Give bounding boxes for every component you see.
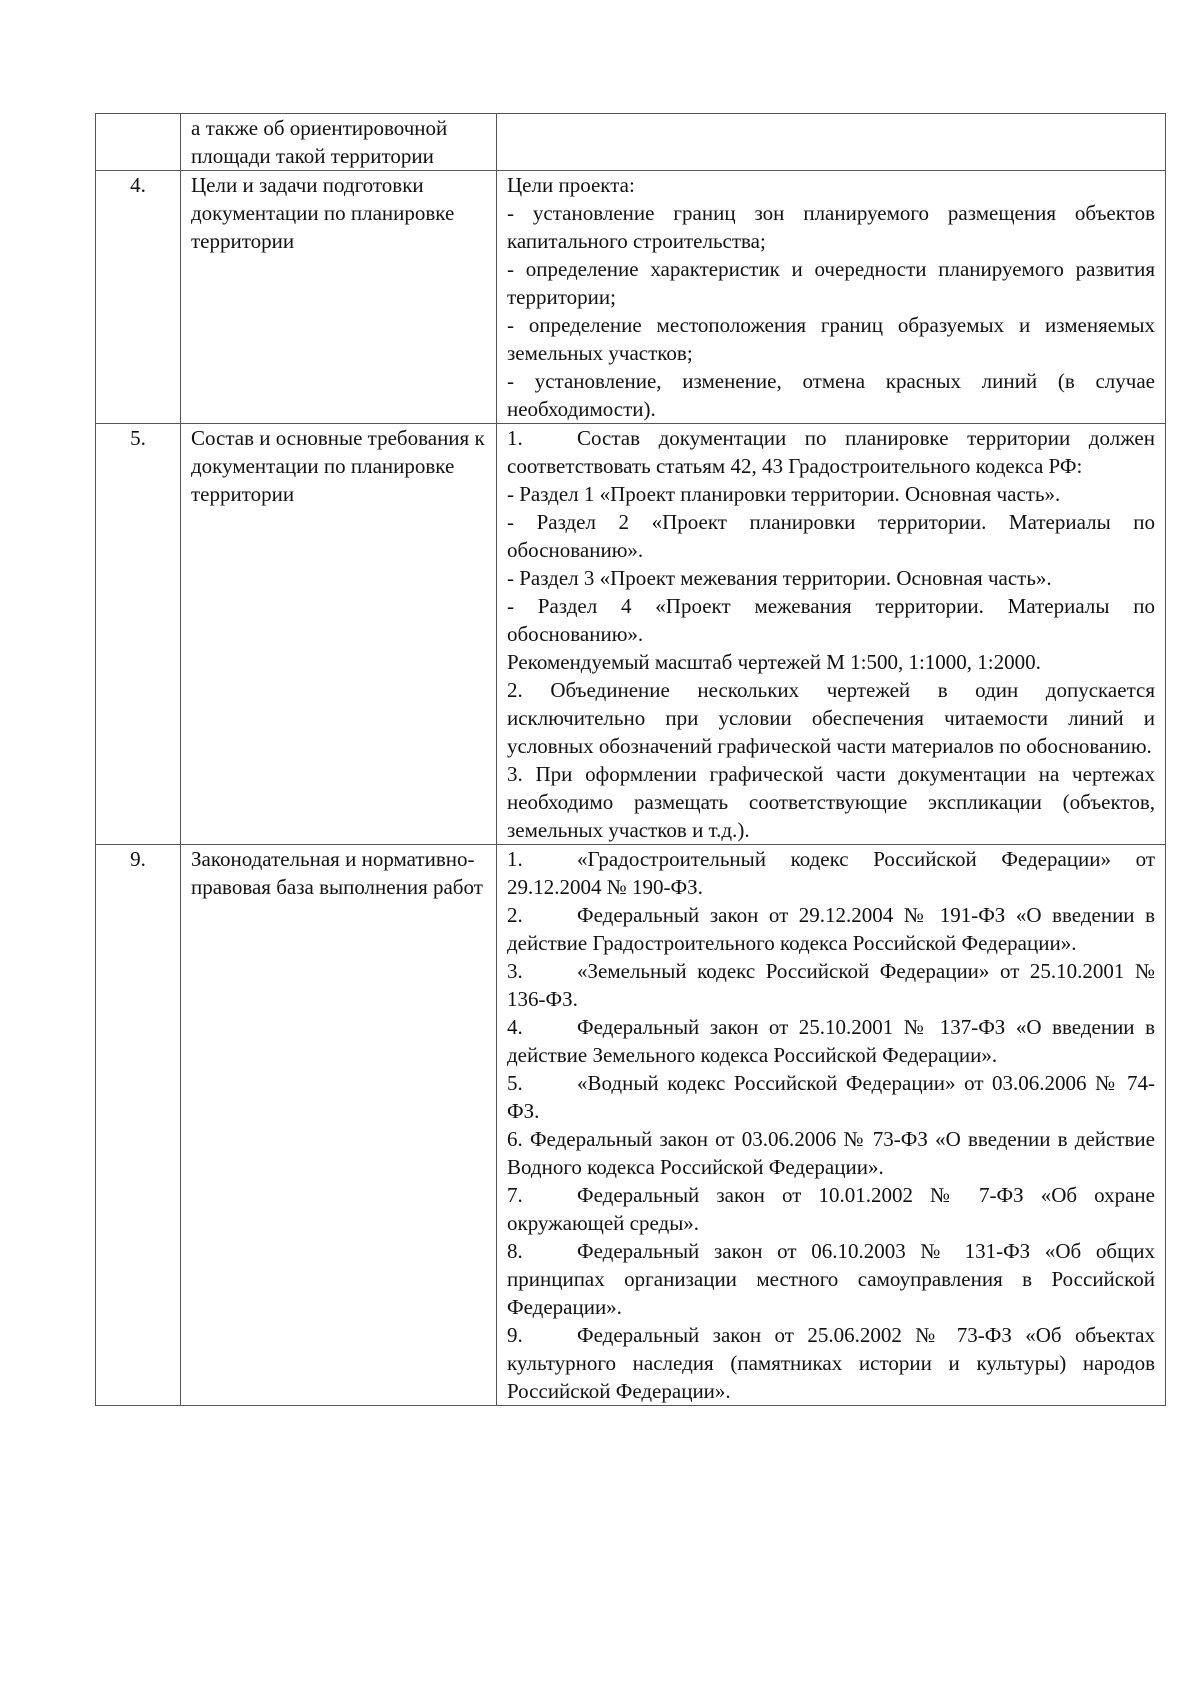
list-number: 1.: [507, 426, 523, 450]
row-number: 9.: [96, 845, 181, 1406]
paragraph: - Раздел 1 «Проект планировки территории. Основная часть».: [507, 482, 1061, 506]
row-number: 5.: [96, 424, 181, 845]
paragraph: 2. Федеральный закон от 29.12.2004 № 191-ФЗ «О введении в действие Градостроительного кодекса Российской Федерации».: [507, 903, 1155, 955]
table-row: [96, 171, 1166, 424]
paragraph: - установление границ зон планируемого размещения объектов капитального строительства;: [507, 201, 1155, 253]
paragraph: - определение характеристик и очередности планируемого развития территории;: [507, 257, 1155, 309]
paragraph: 9. Федеральный закон от 25.06.2002 № 73-ФЗ «Об объектах культурного наследия (памятниках истории и культуры) народов Российской Федерации».: [507, 1323, 1155, 1403]
paragraph: 5. «Водный кодекс Российской Федерации» от 03.06.2006 № 74-ФЗ.: [507, 1071, 1155, 1123]
table-row: [96, 114, 1166, 171]
paragraph: - установление, изменение, отмена красных линий (в случае необходимости).: [507, 369, 1155, 421]
paragraph: 3. При оформлении графической части документации на чертежах необходимо размещать соответствующие экспликации (объектов, земельных участков и т.д.).: [507, 762, 1155, 842]
row-description: [497, 171, 1166, 424]
paragraph: Цели проекта:: [507, 173, 635, 197]
list-number: 2.: [507, 903, 523, 927]
paragraph: 1. «Градостроительный кодекс Российской Федерации» от 29.12.2004 № 190-ФЗ.: [507, 847, 1155, 899]
paragraph: 2. Объединение нескольких чертежей в один допускается исключительно при условии обеспечения читаемости линий и условных обозначений графической части материалов по обоснованию.: [507, 678, 1155, 758]
row-title: Законодательная и нормативно-правовая база выполнения работ: [181, 845, 497, 1406]
row-description: [497, 845, 1166, 1406]
paragraph: 6. Федеральный закон от 03.06.2006 № 73-ФЗ «О введении в действие Водного кодекса Российской Федерации».: [507, 1127, 1155, 1179]
table-body: [96, 114, 1166, 1406]
paragraph: - Раздел 3 «Проект межевания территории. Основная часть».: [507, 566, 1052, 590]
row-description: [497, 114, 1166, 171]
paragraph: 3. «Земельный кодекс Российской Федерации» от 25.10.2001 № 136-ФЗ.: [507, 959, 1155, 1011]
paragraph: Рекомендуемый масштаб чертежей М 1:500, 1:1000, 1:2000.: [507, 650, 1041, 674]
paragraph: - Раздел 2 «Проект планировки территории. Материалы по обоснованию».: [507, 510, 1155, 562]
table-row: [96, 845, 1166, 1406]
list-number: 3.: [507, 959, 523, 983]
list-number: 5.: [507, 1071, 523, 1095]
paragraph: 7. Федеральный закон от 10.01.2002 № 7-ФЗ «Об охране окружающей среды».: [507, 1183, 1155, 1235]
row-title: а также об ориентировочной площади такой территории: [181, 114, 497, 171]
row-number: 4.: [96, 171, 181, 424]
paragraph: 4. Федеральный закон от 25.10.2001 № 137-ФЗ «О введении в действие Земельного кодекса Российской Федерации».: [507, 1015, 1155, 1067]
list-number: 9.: [507, 1323, 523, 1347]
row-description: [497, 424, 1166, 845]
paragraph: 1. Состав документации по планировке территории должен соответствовать статьям 42, 43 Градостроительного кодекса РФ:: [507, 426, 1155, 478]
row-title: Цели и задачи подготовки документации по планировке территории: [181, 171, 497, 424]
table-row: [96, 424, 1166, 845]
row-number: [96, 114, 181, 171]
list-number: 1.: [507, 847, 523, 871]
row-title: Состав и основные требования к документации по планировке территории: [181, 424, 497, 845]
list-number: 7.: [507, 1183, 523, 1207]
paragraph: 8. Федеральный закон от 06.10.2003 № 131-ФЗ «Об общих принципах организации местного самоуправления в Российской Федерации».: [507, 1239, 1155, 1319]
paragraph: - Раздел 4 «Проект межевания территории. Материалы по обоснованию».: [507, 594, 1155, 646]
list-number: 8.: [507, 1239, 523, 1263]
requirements-table: [95, 113, 1166, 1406]
paragraph: - определение местоположения границ образуемых и изменяемых земельных участков;: [507, 313, 1155, 365]
list-number: 4.: [507, 1015, 523, 1039]
